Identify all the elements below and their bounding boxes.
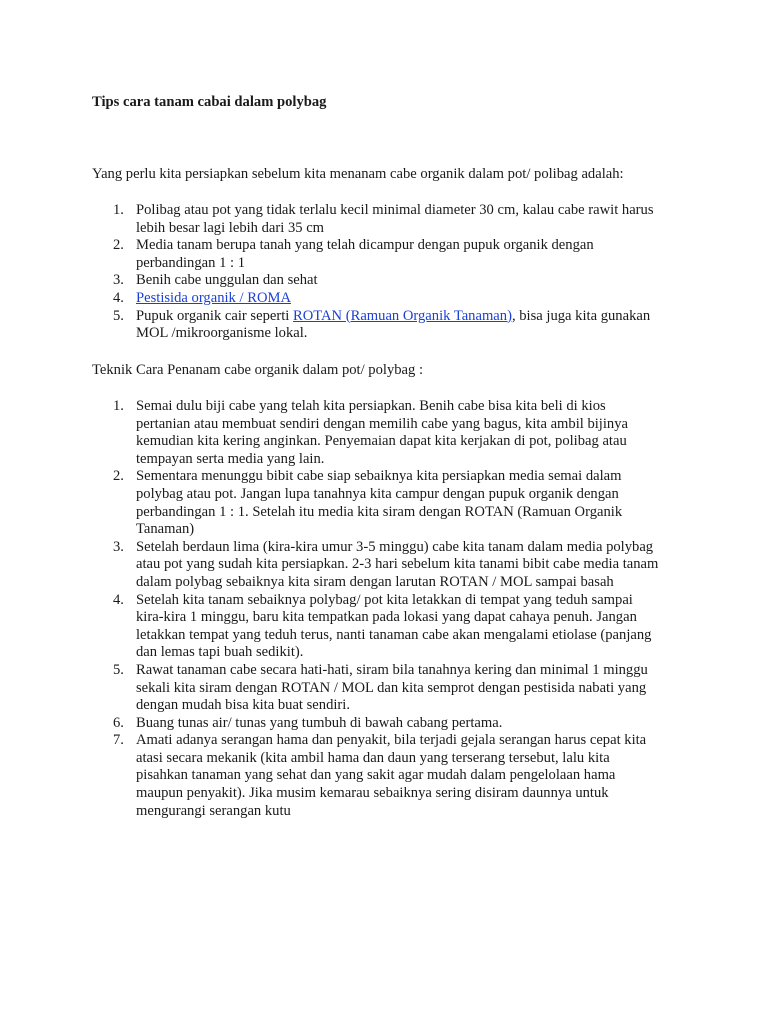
list-number: 2.: [113, 237, 124, 254]
list-item-text: Tanaman): [136, 521, 195, 538]
list-item-text-before: Pupuk organik cair seperti: [136, 307, 293, 324]
list-item-text: maupun penyakit). Jika musim kemarau sebaiknya sering disiram daunnya untuk: [136, 785, 609, 802]
list-item-text-after: , bisa juga kita gunakan: [511, 307, 651, 324]
list-item: [92, 202, 682, 237]
list-item-text: dengan mudah bisa kita buat sendiri.: [136, 697, 350, 714]
list-item-text: Rawat tanaman cabe secara hati-hati, siram bila tanahnya kering dan minimal 1 minggu: [136, 661, 648, 678]
list-item-text: pisahkan tanaman yang sehat dan yang sakit agar mudah dalam pengelolaan hama: [136, 767, 616, 784]
list-number: 3.: [113, 538, 124, 555]
list-item-text: Setelah kita tanam sebaiknya polybag/ pot kita letakkan di tempat yang teduh sampai: [136, 591, 633, 608]
list-item: [92, 290, 682, 308]
list-item: [92, 237, 682, 272]
list-item: [92, 272, 682, 290]
teknik-list: [92, 398, 682, 820]
list-item-text: polybag atau pot. Jangan lupa tanahnya kita campur dengan pupuk organik dengan: [136, 485, 619, 502]
list-item-text: kemudian kita kering anginkan. Penyemaian dapat kita kerjakan di pot, polibag atau: [136, 433, 627, 450]
rotan-link[interactable]: ROTAN (Ramuan Organik Tanaman): [292, 307, 512, 324]
list-number: 3.: [113, 272, 124, 289]
list-number: 1.: [113, 398, 124, 414]
list-item-text: atau pot yang sudah kita persiapkan. 2-3 hari sebelum kita tanami bibit cabe media tanam: [136, 556, 659, 573]
list-item-text: letakkan tempat yang teduh terus, nanti tanaman cabe akan mengalami etiolase (panjang: [136, 626, 652, 643]
list-number: 4.: [113, 289, 124, 306]
list-number: 6.: [113, 714, 124, 731]
list-item-text: perbandingan 1 : 1. Setelah itu media kita siram dengan ROTAN (Ramuan Organik: [136, 503, 623, 520]
list-item: [92, 662, 682, 715]
list-item-text: kira-kira 1 minggu, baru kita tempatkan pada lokasi yang dapat cahaya penuh. Jangan: [136, 609, 637, 626]
list-number: 4.: [113, 591, 124, 608]
prep-list: [92, 202, 682, 343]
list-item-text: mengurangi serangan kutu: [136, 802, 291, 819]
list-item-text: atasi secara mekanik (kita ambil hama dan daun yang terserang tersebut, lalu kita: [136, 749, 610, 766]
list-item-text: Buang tunas air/ tunas yang tumbuh di bawah cabang pertama.: [136, 714, 503, 731]
list-item-text: tempayan serta media yang lain.: [136, 450, 325, 467]
document-title: Tips cara tanam cabai dalam polybag: [92, 94, 327, 110]
list-item-text: [136, 290, 682, 308]
pestisida-organik-link[interactable]: Pestisida organik / ROMA: [136, 289, 291, 306]
teknik-heading: Teknik Cara Penanam cabe organik dalam pot/ polybag :: [92, 362, 424, 378]
list-item-text: dalam polybag sebaiknya kita siram dengan larutan ROTAN / MOL sampai basah: [136, 573, 614, 590]
list-item: [92, 468, 682, 538]
list-item-text: Media tanam berupa tanah yang telah dicampur dengan pupuk organik dengan: [136, 237, 594, 254]
list-item: [92, 592, 682, 662]
list-item: [92, 715, 682, 733]
list-item-text: MOL /mikroorganisme lokal.: [136, 325, 308, 342]
list-item: [92, 398, 682, 468]
list-item-text: Polibag atau pot yang tidak terlalu kecil minimal diameter 30 cm, kalau cabe rawit harus: [136, 202, 654, 218]
list-item-text: Setelah berdaun lima (kira-kira umur 3-5 minggu) cabe kita tanam dalam media polybag: [136, 538, 654, 555]
list-item-text: Amati adanya serangan hama dan penyakit, bila terjadi gejala serangan harus cepat kita: [136, 732, 647, 749]
list-item-text: perbandingan 1 : 1: [136, 254, 246, 271]
intro-paragraph: Yang perlu kita persiapkan sebelum kita menanam cabe organik dalam pot/ polibag adalah:: [92, 166, 624, 182]
list-item: [92, 539, 682, 592]
list-number: 1.: [113, 202, 124, 218]
list-item-text: sekali kita siram dengan ROTAN / MOL dan kita semprot dengan pestisida nabati yang: [136, 679, 647, 696]
list-number: 7.: [113, 732, 124, 749]
list-item-text: dan lemas tapi buah sedikit).: [136, 644, 304, 661]
list-number: 5.: [113, 661, 124, 678]
list-item-text: Benih cabe unggulan dan sehat: [136, 272, 318, 289]
list-item-text: pertanian atau membuat sendiri dengan memilih cabe yang bagus, kita ambil bijinya: [136, 415, 628, 432]
list-item-text: lebih besar lagi lebih dari 35 cm: [136, 219, 325, 236]
list-number: 5.: [113, 307, 124, 324]
list-item: [92, 732, 682, 820]
list-item-text: Semai dulu biji cabe yang telah kita persiapkan. Benih cabe bisa kita beli di kios: [136, 398, 606, 414]
list-item: [92, 308, 682, 343]
list-item-text: Sementara menunggu bibit cabe siap sebaiknya kita persiapkan media semai dalam: [136, 468, 622, 485]
list-item-text: [136, 308, 682, 326]
list-number: 2.: [113, 468, 124, 485]
